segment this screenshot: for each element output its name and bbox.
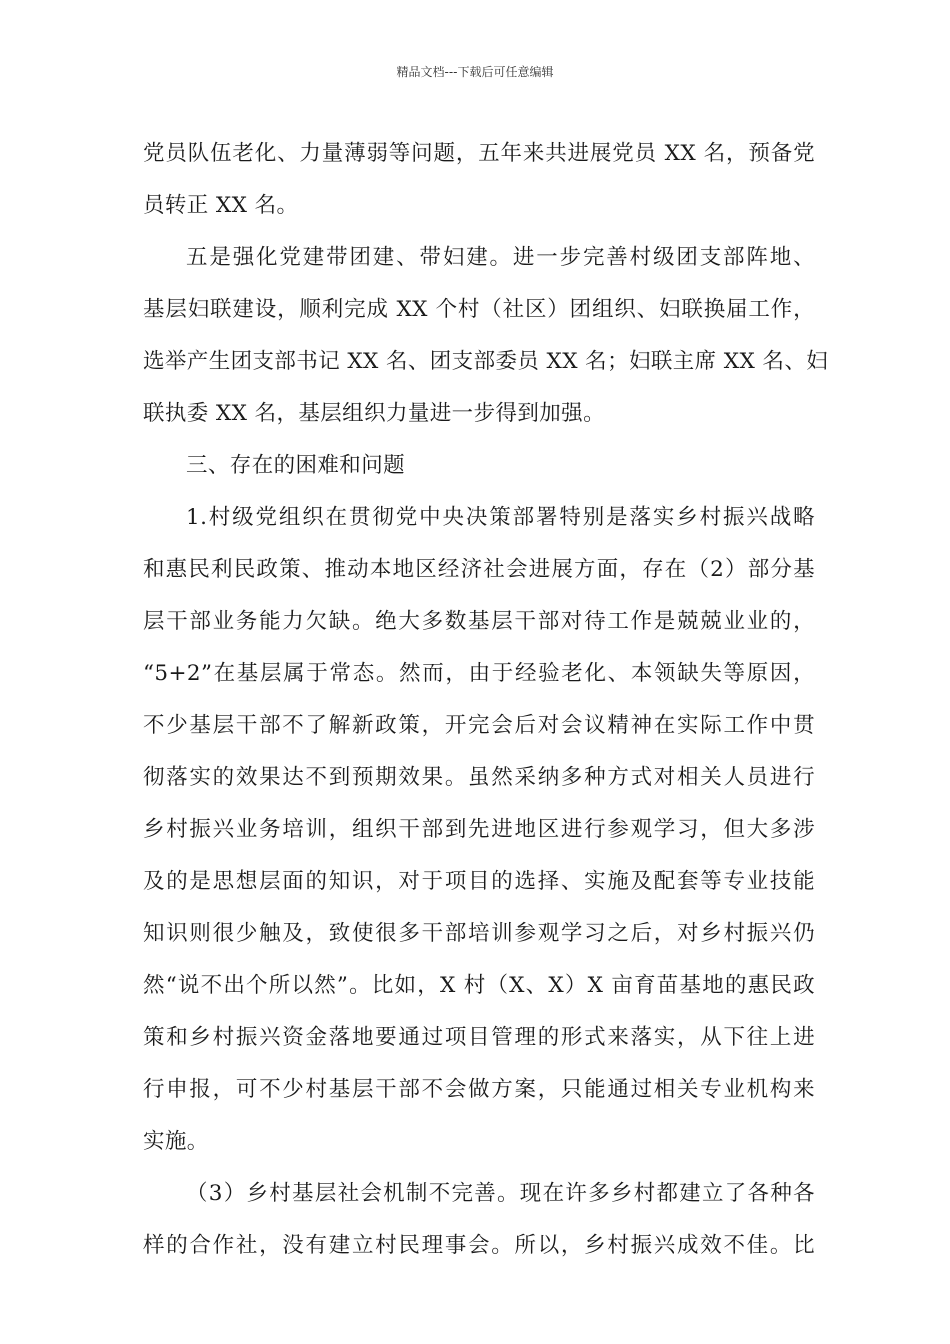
text-line: 联执委 XX 名，基层组织力量进一步得到加强。 xyxy=(143,401,605,426)
text-line: 及的是思想层面的知识，对于项目的选择、实施及配套等专业技能 xyxy=(143,869,815,894)
text-line: 和惠民利民政策、推动本地区经济社会进展方面，存在（2）部分基 xyxy=(143,557,815,582)
text-line: 实施。 xyxy=(143,1129,209,1154)
text-line: 知识则很少触及，致使很多干部培训参观学习之后，对乡村振兴仍 xyxy=(143,921,815,946)
page-header: 精品文档---下载后可任意编辑 xyxy=(396,65,554,79)
text-line: 样的合作社，没有建立村民理事会。所以，乡村振兴成效不佳。比 xyxy=(143,1233,815,1258)
text-line: 不少基层干部不了解新政策，开完会后对会议精神在实际工作中贯 xyxy=(143,713,815,738)
text-line: 然“说不出个所以然”。比如，X 村（X、X）X 亩育苗基地的惠民政 xyxy=(143,973,815,998)
text-line: 策和乡村振兴资金落地要通过项目管理的形式来落实，从下往上进 xyxy=(143,1025,815,1050)
text-line: “5+2”在基层属于常态。然而，由于经验老化、本领缺失等原因， xyxy=(143,661,815,686)
section-heading: 三、存在的困难和问题 xyxy=(186,453,406,478)
text-line: 行申报，可不少村基层干部不会做方案，只能通过相关专业机构来 xyxy=(143,1077,815,1102)
text-line: 员转正 XX 名。 xyxy=(143,193,299,218)
text-line: 层干部业务能力欠缺。绝大多数基层干部对待工作是兢兢业业的， xyxy=(143,609,815,634)
text-line: 选举产生团支部书记 XX 名、团支部委员 XX 名；妇联主席 XX 名、妇 xyxy=(143,349,829,374)
text-line: 彻落实的效果达不到预期效果。虽然采纳多种方式对相关人员进行 xyxy=(143,765,815,790)
text-line: 基层妇联建设，顺利完成 XX 个村（社区）团组织、妇联换届工作， xyxy=(143,297,815,322)
document-body xyxy=(143,128,829,1272)
paragraph-start-line: 五是强化党建带团建、带妇建。进一步完善村级团支部阵地、 xyxy=(186,245,815,270)
paragraph-start-line: （3）乡村基层社会机制不完善。现在许多乡村都建立了各种各 xyxy=(186,1181,815,1206)
text-line: 乡村振兴业务培训，组织干部到先进地区进行参观学习，但大多涉 xyxy=(143,817,815,842)
text-line: 党员队伍老化、力量薄弱等问题，五年来共进展党员 XX 名，预备党 xyxy=(143,141,815,166)
paragraph-start-line: 1.村级党组织在贯彻党中央决策部署特别是落实乡村振兴战略 xyxy=(186,505,815,530)
